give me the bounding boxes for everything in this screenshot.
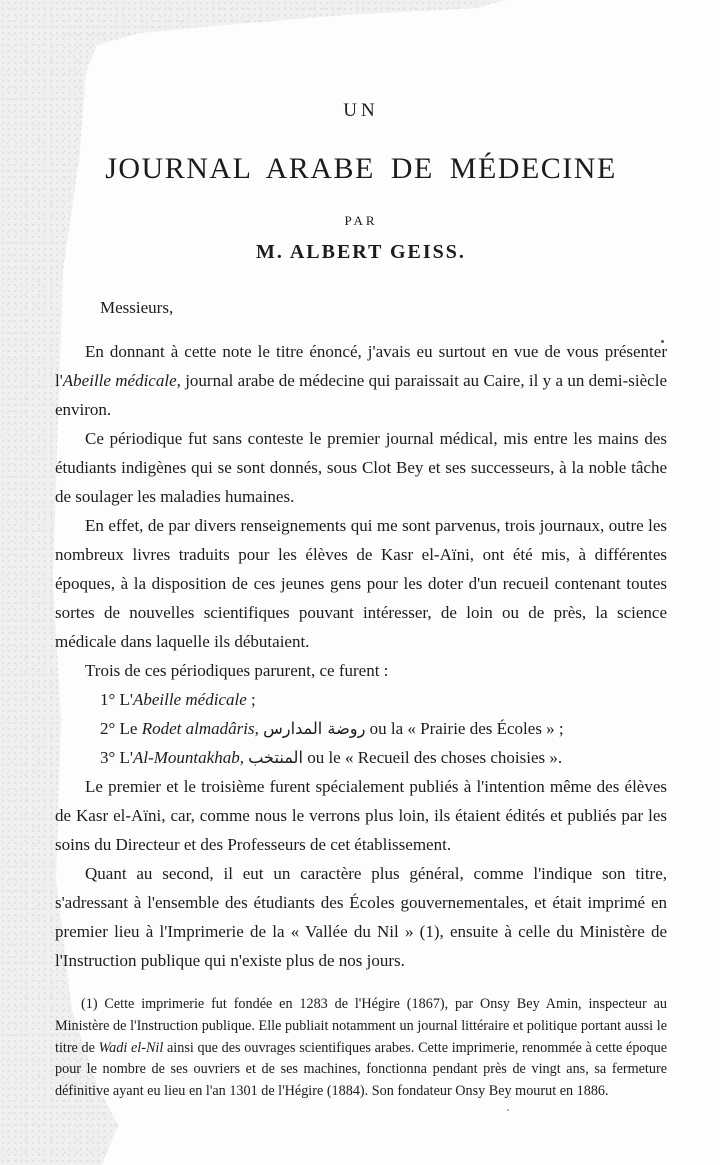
- paragraph: Trois de ces périodiques parurent, ce furent :: [85, 661, 389, 680]
- paragraph: Le premier et le troisième furent spécialement publiés à l'intention même des élèves de Kasr el-Aïni, car, comme nous le verrons plus loin, ils étaient édités et publiés par les soins du Directeur et des Professeurs de cet établissement.: [55, 777, 667, 854]
- arabic-phrase: المنتخب: [248, 748, 303, 767]
- paragraph: En effet, de par divers renseignements qui me sont parvenus, trois journaux, outre les nombreux livres traduits pour les élèves de Kasr el-Aïni, ont été mis, à différentes époques, à la disposition de ces jeunes gens pour les doter d'un recueil contenant toutes sortes de nouvelles scientifiques pouvant intéresser, de loin ou de près, la science médicale dans laquelle ils débutaient.: [55, 516, 667, 651]
- page-title: JOURNAL ARABE DE MÉDECINE: [105, 152, 617, 185]
- byline-label: PAR: [344, 213, 378, 228]
- scan-speck: [507, 1109, 509, 1111]
- author-name: M. ALBERT GEISS.: [256, 241, 466, 263]
- list-item: 1° L'Abeille médicale ;: [100, 690, 256, 709]
- arabic-phrase: روضة المدارس: [263, 719, 366, 738]
- salutation: Messieurs,: [100, 298, 174, 317]
- footnote: (1) Cette imprimerie fut fondée en 1283 de l'Hégire (1867), par Onsy Bey Amin, inspecteur au Ministère de l'Instruction publique. Elle publiait notamment un journal littéraire et politique portant aussi le titre de Wadi el-Nil ainsi que des ouvrages scientifiques arabes. Cette imprimerie, renommée à cette époque pour le nombre de ses ouvriers et de ses machines, fonctionna pendant près de vingt ans, sa fermeture définitive ayant eu lieu en l'an 1301 de l'Hégire (1884). Son fondateur Onsy Bey mourut en 1886.: [55, 996, 667, 1100]
- paragraph: Ce périodique fut sans conteste le premier journal médical, mis entre les mains des étudiants indigènes qui se sont donnés, sous Clot Bey et ses successeurs, à la noble tâche de soulager les maladies humaines.: [55, 429, 667, 506]
- list-item: 2° Le Rodet almadâris, روضة المدارس ou la « Prairie des Écoles » ;: [100, 719, 564, 738]
- paragraph: Quant au second, il eut un caractère plus général, comme l'indique son titre, s'adressant à l'ensemble des étudiants des Écoles gouvernementales, et était imprimé en premier lieu à l'Imprimerie de la « Vallée du Nil » (1), ensuite à celle du Ministère de l'Instruction publique qui n'existe plus de nos jours.: [55, 864, 667, 970]
- title-kicker: UN: [343, 100, 379, 121]
- paragraph: En donnant à cette note le titre énoncé, j'avais eu surtout en vue de vous présenter l'Abeille médicale, journal arabe de médecine qui paraissait au Caire, il y a un demi-siècle environ.: [55, 342, 667, 419]
- list-item: 3° L'Al-Mountakhab, المنتخب ou le « Recueil des choses choisies ».: [100, 748, 563, 767]
- article-body: [55, 0, 667, 1103]
